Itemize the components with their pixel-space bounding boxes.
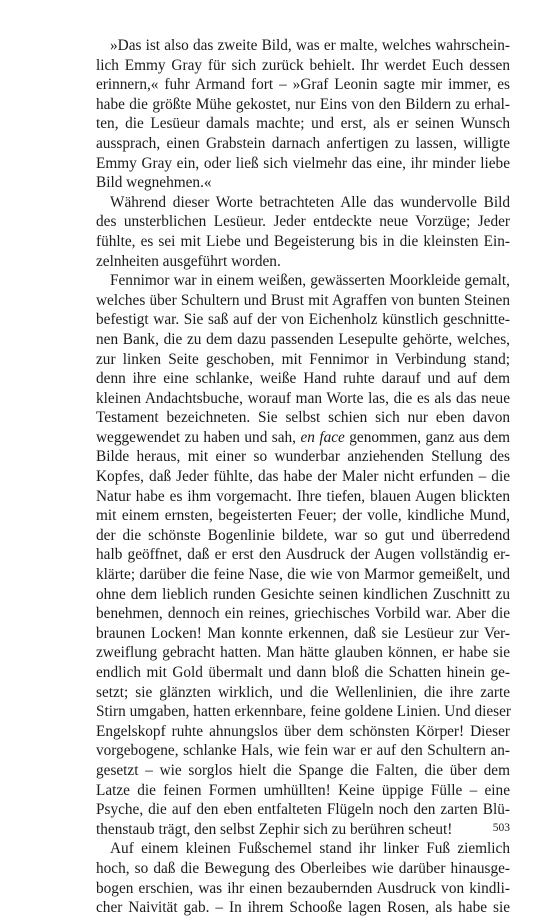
text-line: klärte; darüber die feine Nase, die wie von Marmor gemeißelt, und — [96, 566, 510, 584]
text-line: lich Emmy Gray für sich zurück behielt. Ihr werdet Euch dessen — [96, 56, 510, 74]
text-line: mit einem ernsten, begeisterten Feuer; der volle, kindliche Mund, — [96, 507, 510, 525]
text-line: Testament bezeichneten. Sie selbst schien sich nur eben davon — [96, 409, 510, 427]
text-line: fühlte, es sei mit Liebe und Begeisterung bis in die kleinsten Ein- — [96, 232, 510, 250]
text-line: ohne dem lieblich runden Gesichte seinen kindlichen Zuschnitt zu — [96, 585, 510, 603]
text-line: erinnern,« fuhr Armand fort – »Graf Leonin sagte mir immer, es — [96, 76, 510, 94]
text-line: braunen Locken! Man konnte erkennen, daß sie Lesüeur zur Ver- — [96, 624, 510, 642]
text-line: Auf einem kleinen Fußschemel stand ihr linker Fuß ziemlich — [110, 840, 510, 858]
text-line: weggewendet zu haben und sah, en face genommen, ganz aus dem — [96, 428, 511, 446]
text-line: zelnheiten ausgeführt worden. — [96, 252, 281, 270]
italic-phrase: en face — [300, 428, 345, 446]
text-line: befestigt war. Sie saß auf der von Eichenholz künstlich geschnitte- — [96, 311, 510, 329]
text-line: setzt; sie glänzten wirklich, und die Wellenlinien, die ihre zarte — [96, 683, 510, 701]
text-line: des unsterblichen Lesüeur. Jeder entdeckte neue Vorzüge; Jeder — [96, 213, 510, 231]
text-line: Während dieser Worte betrachteten Alle das wundervolle Bild — [110, 193, 510, 211]
text-line: Stirn umgaben, hatten erkennbare, feine goldene Linien. Und dieser — [96, 703, 511, 721]
text-line: gesetzt – wie sorglos hielt die Spange die Falten, die über dem — [96, 761, 510, 779]
text-line: Psyche, die auf den eben entfalteten Flügeln noch den zarten Blü- — [96, 801, 510, 819]
text-line: vorgebogene, schlanke Hals, wie fein war er auf den Schultern an- — [96, 742, 510, 760]
text-line: Bild wegnehmen.« — [96, 174, 212, 192]
text-line: der die schönste Bogenlinie bildete, war so gut und überredend — [96, 526, 510, 544]
text-line: halb geöffnet, daß er erst den Ausdruck der Augen vollständig er- — [96, 546, 510, 564]
text-line: Fennimor war in einem weißen, gewässerten Moorkleide gemalt, — [110, 272, 510, 290]
text-line: welches über Schultern und Brust mit Agraffen von bunten Steinen — [96, 291, 510, 309]
text-line: endlich mit Gold übermalt und dann bloß die Schatten hinein ge- — [96, 664, 510, 681]
text-line: kleinen Andachtsbuche, worauf man Worte las, die es als das neue — [96, 389, 510, 407]
body-text — [96, 36, 510, 918]
text-line: cher Naivität gab. – In ihrem Schooße lagen Rosen, als habe sie — [96, 899, 510, 917]
text-line: Kopfes, daß Jeder fühlte, das habe der Maler nicht erfunden – die — [96, 468, 510, 486]
text-line: zweiflung gebracht hatten. Man hätte glauben können, er habe sie — [96, 644, 510, 662]
text-line: Bilde heraus, mit einer so wunderbar anziehenden Stellung des — [96, 448, 510, 466]
text-line: Emmy Gray ein, oder ließ sich vielmehr das eine, ihr minder liebe — [96, 154, 510, 172]
text-line: denn ihre eine schlanke, weiße Hand ruhte darauf und auf dem — [96, 370, 510, 388]
text-line: Latze die feinen Formen umhüllten! Keine üppige Fülle – eine — [96, 781, 510, 799]
text-line: hoch, so daß die Bewegung des Oberleibes wie darüber hinausge- — [96, 859, 510, 877]
text-line: Natur habe es ihm vorgemacht. Ihre tiefen, blauen Augen blickten — [96, 487, 510, 505]
text-line: nen Bank, die zu dem dazu passenden Lesepulte gehörte, welches, — [96, 330, 510, 348]
text-line: zur linken Seite geschoben, mit Fennimor in Verbindung stand; — [96, 350, 510, 368]
text-line: ten, die Lesüeur damals machte; und erst, als er seinen Wunsch — [96, 115, 510, 133]
text-line: »Das ist also das zweite Bild, was er malte, welches wahrschein- — [110, 37, 510, 54]
text-line: benehmen, dennoch ein reines, griechisches Vorbild war. Aber die — [96, 605, 510, 623]
page-number: 503 — [492, 822, 510, 834]
text-line: habe die größte Mühe gekostet, nur Eins von den Bildern zu erhal- — [96, 95, 510, 113]
text-line: thenstaub trägt, den selbst Zephir sich zu berühren scheut! — [96, 820, 453, 838]
text-line: Engelskopf ruhte ahnungslos über dem schönsten Körper! Dieser — [96, 722, 510, 740]
text-line: aussprach, einen Grabstein darnach anfertigen zu lassen, willigte — [96, 134, 510, 152]
text-line: bogen erschien, was ihr einen bezaubernden Ausdruck von kindli- — [96, 879, 510, 897]
